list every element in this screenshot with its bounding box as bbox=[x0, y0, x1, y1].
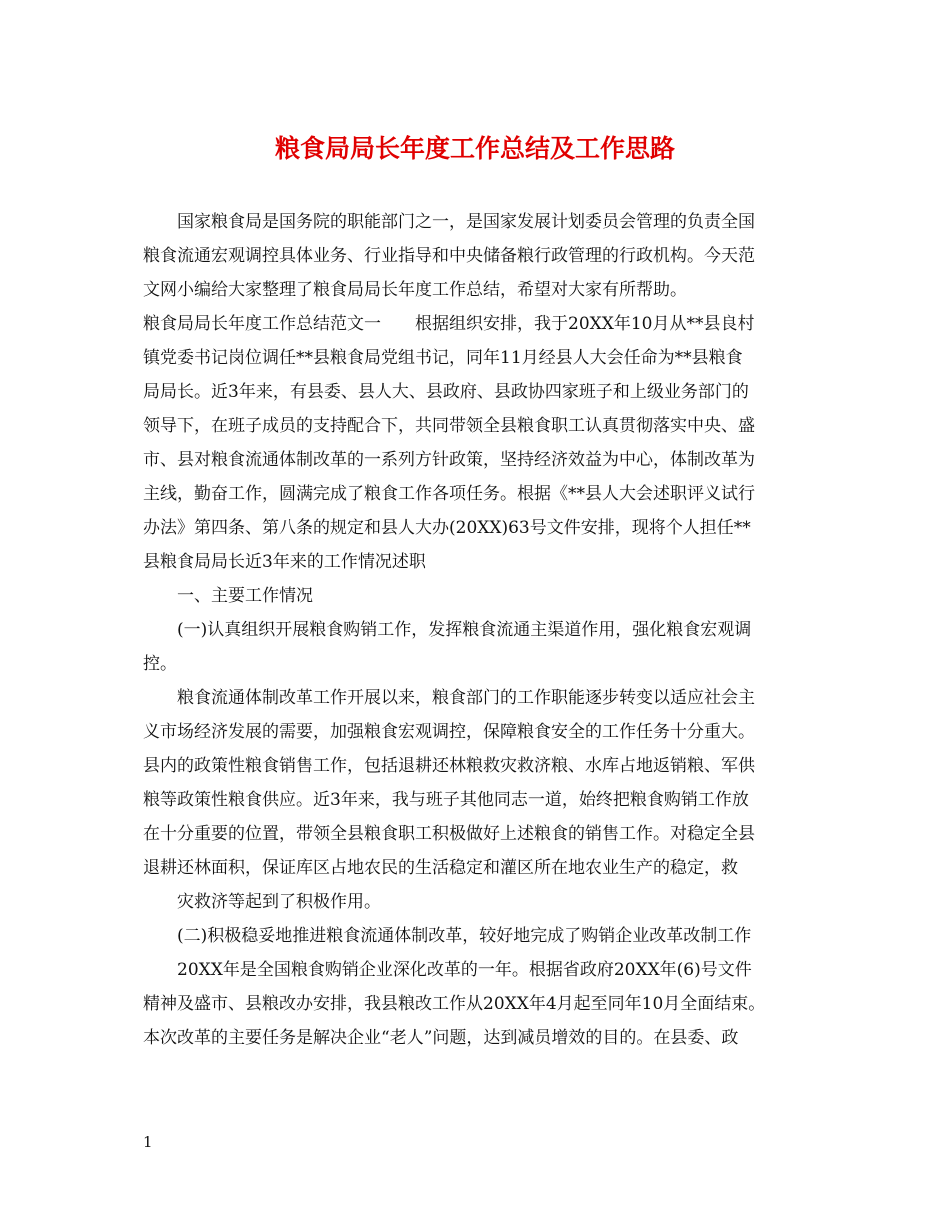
paragraph-line: 本次改革的主要任务是解决企业“老人”问题，达到减员增效的目的。在县委、政 bbox=[143, 1028, 739, 1048]
subsection-heading: (二)积极稳妥地推进粮食流通体制改革，较好地完成了购销企业改革改制工作 bbox=[177, 926, 752, 946]
section-heading: 一、主要工作情况 bbox=[177, 586, 313, 606]
paragraph-line: 主线，勤奋工作，圆满完成了粮食工作各项任务。根据《**县人大会述职评义试行 bbox=[143, 484, 755, 504]
paragraph-line: 义市场经济发展的需要，加强粮食宏观调控，保障粮食安全的工作任务十分重大。 bbox=[143, 722, 755, 742]
paragraph-line: 办法》第四条、第八条的规定和县人大办(20XX)63号文件安排，现将个人担任** bbox=[143, 518, 751, 538]
paragraph-line: 粮食流通体制改革工作开展以来，粮食部门的工作职能逐步转变以适应社会主 bbox=[177, 688, 755, 708]
paragraph-line: 退耕还林面积，保证库区占地农民的生活稳定和灌区所在地农业生产的稳定，救 bbox=[143, 858, 738, 878]
paragraph-line: 领导下，在班子成员的支持配合下，共同带领全县粮食职工认真贯彻落实中央、盛 bbox=[143, 416, 755, 436]
paragraph-line: 粮食流通宏观调控具体业务、行业指导和中央储备粮行政管理的行政机构。今天范 bbox=[143, 246, 755, 266]
paragraph-line: 镇党委书记岗位调任**县粮食局党组书记，同年11月经县人大会任命为**县粮食 bbox=[143, 348, 743, 368]
paragraph-line: 在十分重要的位置，带领全县粮食职工积极做好上述粮食的销售工作。对稳定全县 bbox=[143, 824, 755, 844]
paragraph-line: 市、县对粮食流通体制改革的一系列方针政策，坚持经济效益为中心，体制改革为 bbox=[143, 450, 755, 470]
page-number: 1 bbox=[143, 1133, 153, 1151]
paragraph-line: 县粮食局局长近3年来的工作情况述职 bbox=[143, 552, 426, 572]
paragraph-line: 粮等政策性粮食供应。近3年来，我与班子其他同志一道，始终把粮食购销工作放 bbox=[143, 790, 749, 810]
paragraph-line: 县内的政策性粮食销售工作，包括退耕还林粮救灾救济粮、水库占地返销粮、军供 bbox=[143, 756, 755, 776]
page-title: 粮食局局长年度工作总结及工作思路 bbox=[274, 134, 675, 163]
paragraph-line: 粮食局局长年度工作总结范文一 根据组织安排，我于20XX年10月从**县良村 bbox=[143, 314, 755, 334]
paragraph-line: 局局长。近3年来，有县委、县人大、县政府、县政协四家班子和上级业务部门的 bbox=[143, 382, 749, 402]
subsection-heading: (一)认真组织开展粮食购销工作，发挥粮食流通主渠道作用，强化粮食宏观调 bbox=[177, 620, 752, 640]
paragraph-line: 控。 bbox=[143, 654, 177, 674]
paragraph-line: 国家粮食局是国务院的职能部门之一，是国家发展计划委员会管理的负责全国 bbox=[177, 212, 755, 232]
paragraph-line: 文网小编给大家整理了粮食局局长年度工作总结，希望对大家有所帮助。 bbox=[143, 280, 687, 300]
paragraph-line: 精神及盛市、县粮改办安排，我县粮改工作从20XX年4月起至同年10月全面结束。 bbox=[143, 994, 766, 1014]
paragraph-line: 20XX年是全国粮食购销企业深化改革的一年。根据省政府20XX年(6)号文件 bbox=[177, 960, 752, 980]
paragraph-line: 灾救济等起到了积极作用。 bbox=[177, 892, 381, 912]
